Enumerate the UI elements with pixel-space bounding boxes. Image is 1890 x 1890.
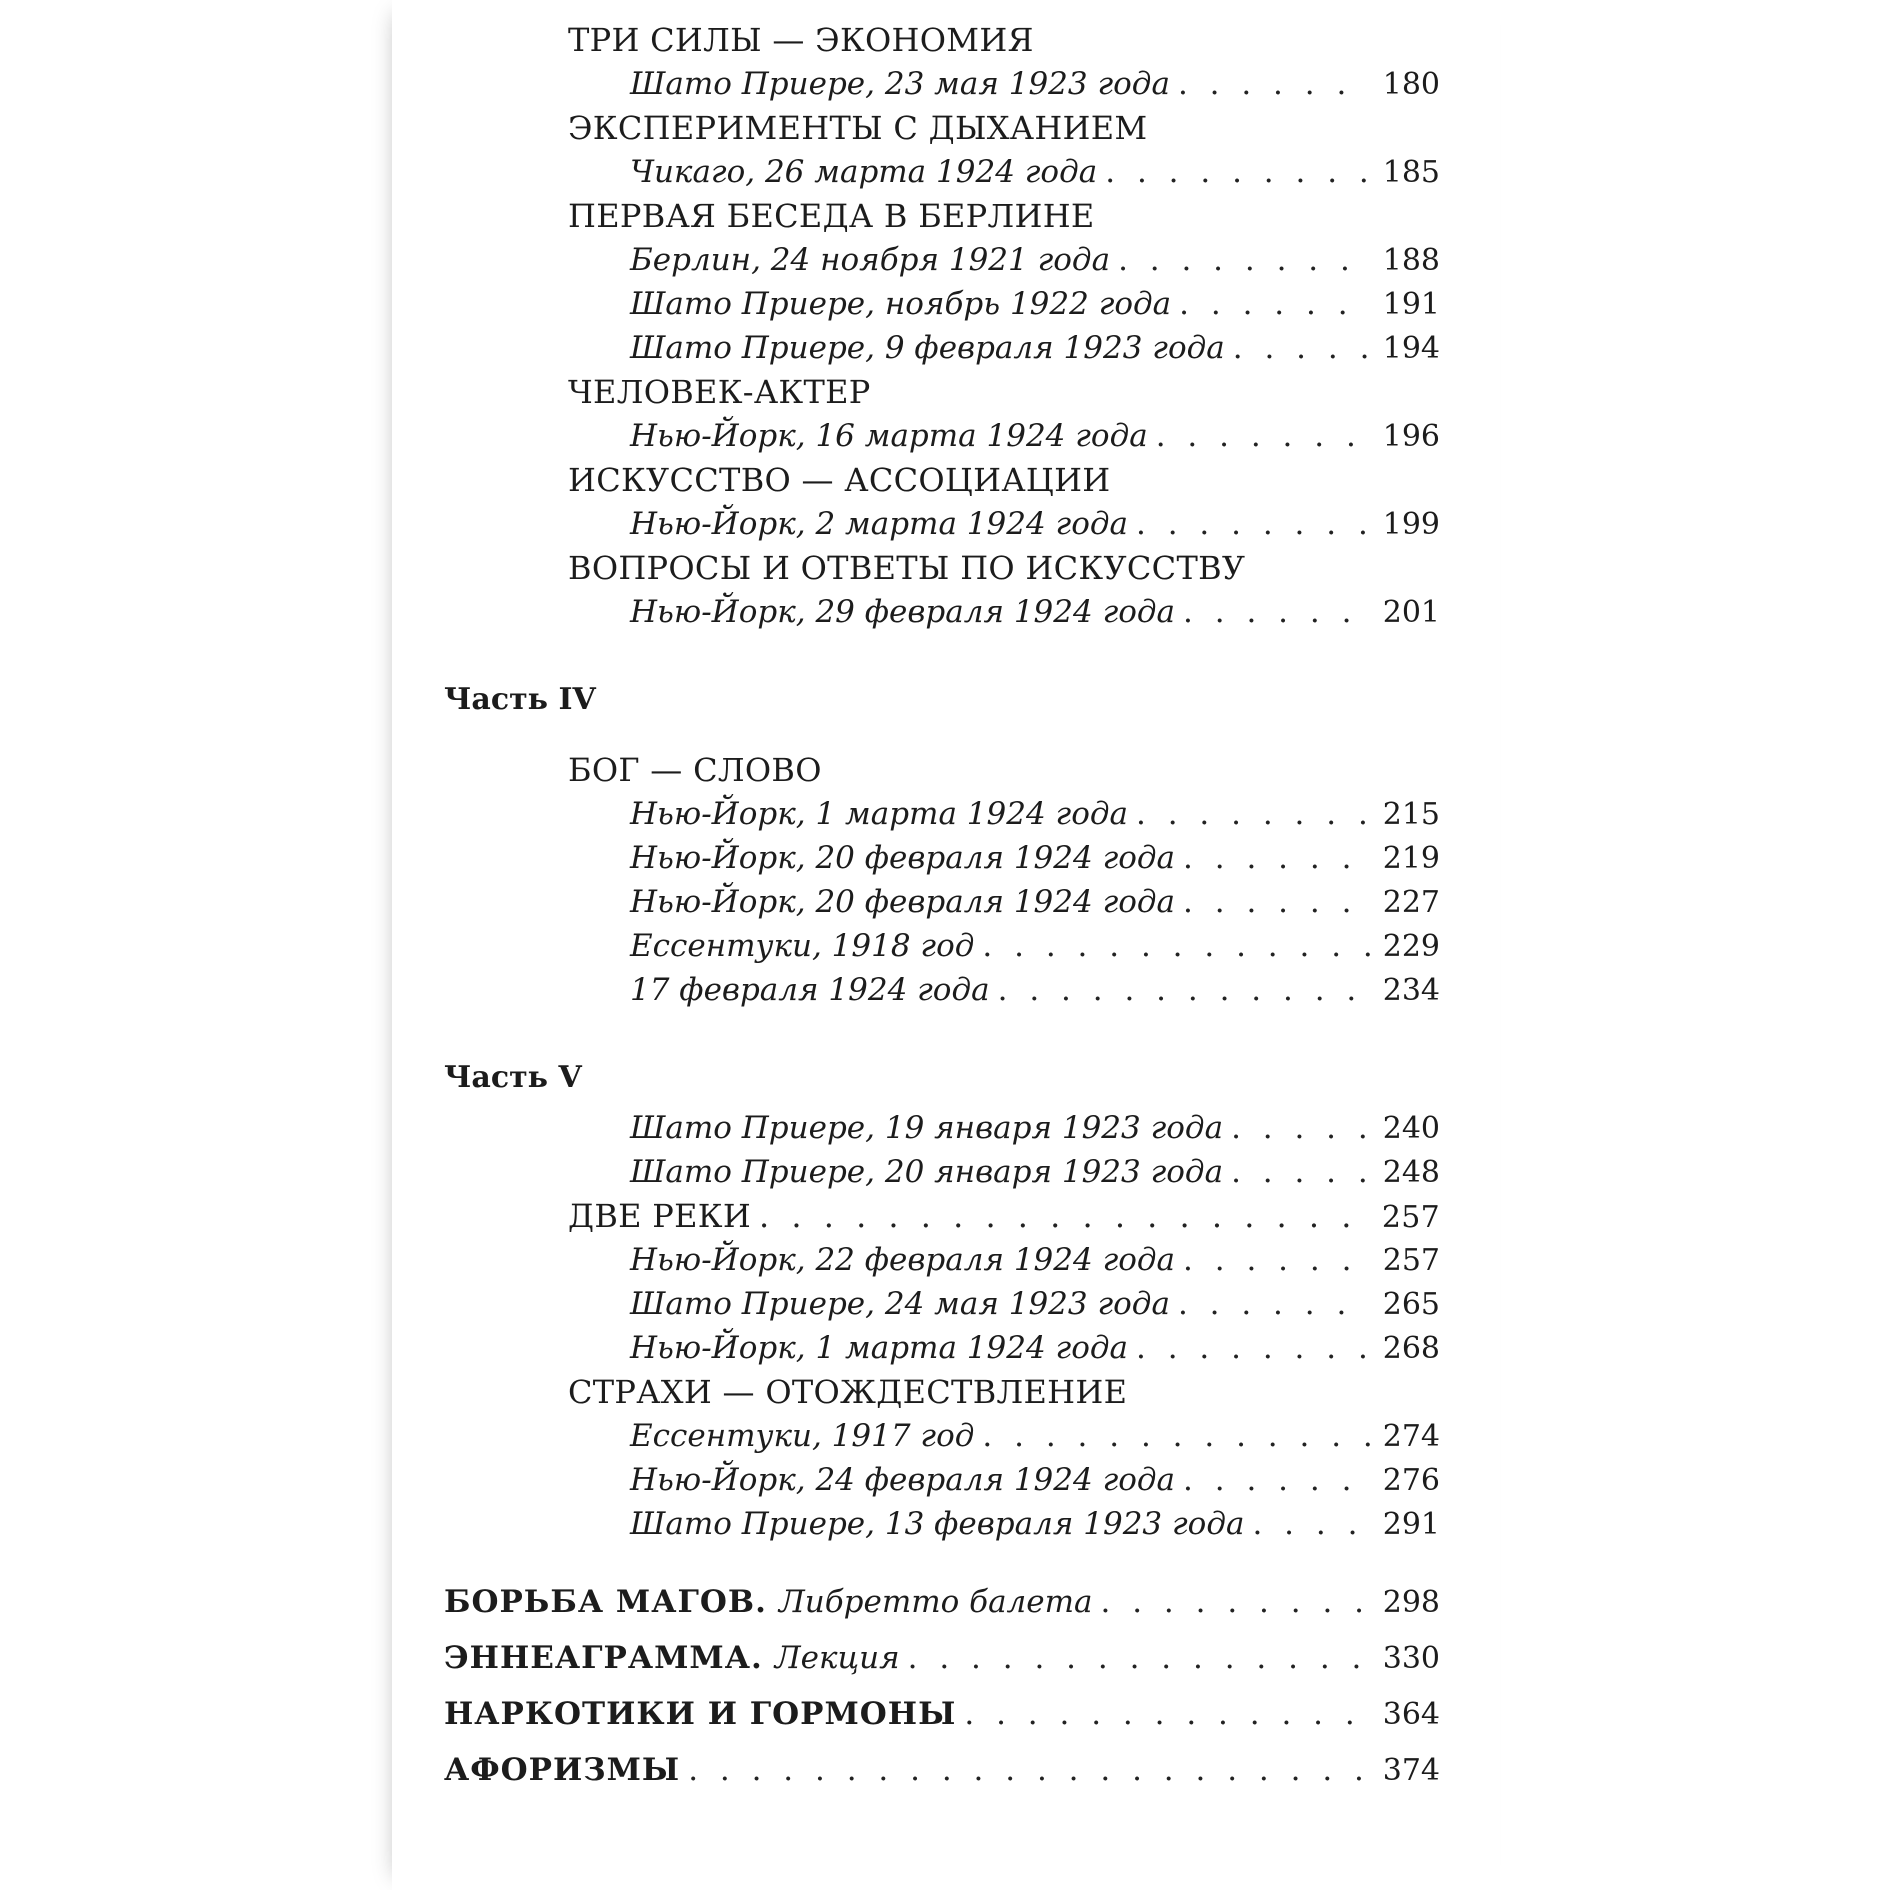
entry-text: Нью-Йорк, 22 февраля 1924 года	[630, 1242, 1176, 1278]
page-number: 257	[1382, 1243, 1440, 1278]
toc-entry	[630, 282, 1440, 326]
toc-entry	[630, 414, 1440, 458]
page-number: 185	[1382, 155, 1440, 190]
book-page	[392, 0, 1500, 1890]
page-number: 180	[1382, 67, 1440, 102]
page-number: 194	[1382, 331, 1440, 366]
page-number: 248	[1382, 1155, 1440, 1190]
entry-text: Нью-Йорк, 2 марта 1924 года	[630, 506, 1128, 542]
toc-entry	[630, 1150, 1440, 1194]
entry-text: Нью-Йорк, 20 февраля 1924 года	[630, 840, 1176, 876]
page-number: 276	[1382, 1463, 1440, 1498]
page-number: 257	[1381, 1200, 1440, 1235]
entry-text: 17 февраля 1924 года	[630, 972, 990, 1008]
toc-heading: ЭКСПЕРИМЕНТЫ С ДЫХАНИЕМ	[568, 109, 1148, 147]
entry-title: БОРЬБА МАГОВ.	[444, 1584, 767, 1620]
page-number: 330	[1382, 1641, 1440, 1676]
entry-text: Шато Приере, 24 мая 1923 года	[630, 1286, 1170, 1322]
toc-final-entry	[444, 1630, 1440, 1686]
page-number: 265	[1382, 1287, 1440, 1322]
entry-subtitle: Либретто балета	[778, 1584, 1093, 1620]
toc-entry	[630, 1458, 1440, 1502]
page-number: 268	[1382, 1331, 1440, 1366]
entry-text: Берлин, 24 ноября 1921 года	[630, 242, 1111, 278]
toc-entry	[630, 238, 1440, 282]
toc-entry	[630, 1238, 1440, 1282]
toc-entry	[630, 502, 1440, 546]
page-number: 364	[1382, 1697, 1440, 1732]
entry-title: АФОРИЗМЫ	[444, 1752, 681, 1788]
entry-subtitle: Лекция	[774, 1640, 900, 1676]
toc-entry	[630, 590, 1440, 634]
entry-text: Нью-Йорк, 24 февраля 1924 года	[630, 1462, 1176, 1498]
toc-entry	[630, 150, 1440, 194]
page-number: 196	[1382, 419, 1440, 454]
entry-text: Шато Приере, 20 января 1923 года	[630, 1154, 1224, 1190]
page-number: 188	[1382, 243, 1440, 278]
page-number: 229	[1382, 929, 1440, 964]
toc-heading: ВОПРОСЫ И ОТВЕТЫ ПО ИСКУССТВУ	[568, 549, 1246, 587]
entry-text: Шато Приере, ноябрь 1922 года	[630, 286, 1172, 322]
toc-final-entry	[444, 1574, 1440, 1630]
page-number: 227	[1382, 885, 1440, 920]
toc-heading: ТРИ СИЛЫ — ЭКОНОМИЯ	[568, 21, 1034, 59]
part-title: Часть V	[444, 1060, 582, 1095]
page-number: 234	[1382, 973, 1440, 1008]
entry-text: Ессентуки, 1917 год	[630, 1418, 975, 1454]
toc-entry	[630, 968, 1440, 1012]
page-number: 274	[1382, 1419, 1440, 1454]
toc-heading: ДВЕ РЕКИ . . . 257	[568, 1194, 1440, 1238]
toc-heading: ПЕРВАЯ БЕСЕДА В БЕРЛИНЕ	[568, 197, 1095, 235]
toc-entry	[630, 792, 1440, 836]
toc-entry	[630, 836, 1440, 880]
entry-text: Нью-Йорк, 29 февраля 1924 года	[630, 594, 1176, 630]
toc-entry	[630, 62, 1440, 106]
toc-entry	[630, 326, 1440, 370]
toc-entry	[630, 1326, 1440, 1370]
toc-heading: ЧЕЛОВЕК-АКТЕР	[568, 373, 871, 411]
page-number: 215	[1382, 797, 1440, 832]
toc-entry	[630, 924, 1440, 968]
toc-entry	[630, 880, 1440, 924]
toc-entry	[630, 1502, 1440, 1546]
page-number: 240	[1382, 1111, 1440, 1146]
entry-text: Шато Приере, 13 февраля 1923 года	[630, 1506, 1245, 1542]
entry-text: Ессентуки, 1918 год	[630, 928, 975, 964]
page-number: 191	[1382, 287, 1440, 322]
entry-title: НАРКОТИКИ И ГОРМОНЫ	[444, 1696, 957, 1732]
entry-text: Шато Приере, 19 января 1923 года	[630, 1110, 1224, 1146]
page-number: 374	[1382, 1753, 1440, 1788]
toc-heading: БОГ — СЛОВО	[568, 751, 822, 789]
toc-final-entry	[444, 1742, 1440, 1798]
page-number: 199	[1382, 507, 1440, 542]
page-number: 201	[1382, 595, 1440, 630]
page-number: 219	[1382, 841, 1440, 876]
entry-text: Чикаго, 26 марта 1924 года	[630, 154, 1098, 190]
toc-final-entry	[444, 1686, 1440, 1742]
toc-heading: ИСКУССТВО — АССОЦИАЦИИ	[568, 461, 1111, 499]
entry-text: Шато Приере, 23 мая 1923 года	[630, 66, 1170, 102]
toc-entry	[630, 1106, 1440, 1150]
entry-text: Шато Приере, 9 февраля 1923 года	[630, 330, 1225, 366]
page-number: 291	[1382, 1507, 1440, 1542]
toc-heading: СТРАХИ — ОТОЖДЕСТВЛЕНИЕ	[568, 1373, 1128, 1411]
entry-text: Нью-Йорк, 1 марта 1924 года	[630, 796, 1128, 832]
entry-text: Нью-Йорк, 1 марта 1924 года	[630, 1330, 1128, 1366]
table-of-contents	[392, 18, 1500, 1798]
page-number: 298	[1382, 1585, 1440, 1620]
part-title: Часть IV	[444, 682, 596, 717]
entry-title: ЭННЕАГРАММА.	[444, 1640, 763, 1676]
entry-text: Нью-Йорк, 20 февраля 1924 года	[630, 884, 1176, 920]
toc-entry	[630, 1282, 1440, 1326]
entry-text: Нью-Йорк, 16 марта 1924 года	[630, 418, 1148, 454]
toc-entry	[630, 1414, 1440, 1458]
